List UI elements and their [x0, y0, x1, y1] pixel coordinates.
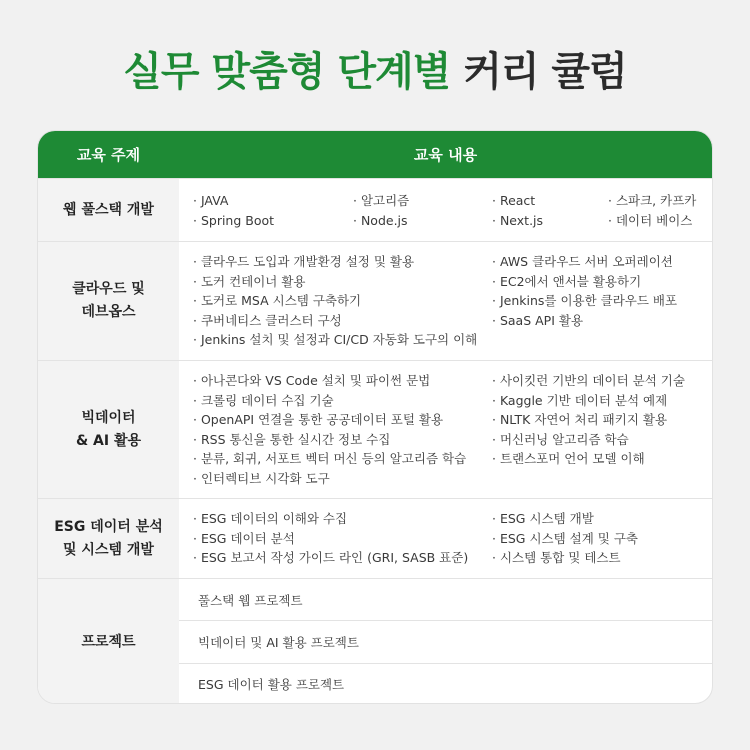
row-content	[179, 361, 712, 498]
project-item: 빅데이터 및 AI 활용 프로젝트	[179, 620, 712, 662]
row-subject: 클라우드 및 데브옵스	[38, 242, 179, 360]
content-column	[492, 509, 638, 568]
content-column	[492, 371, 685, 469]
row-subject: ESG 데이터 분석 및 시스템 개발	[38, 499, 179, 578]
table-row	[38, 578, 712, 704]
list-item: · 도커 컨테이너 활용	[193, 272, 477, 292]
list-item: · Jenkins를 이용한 클라우드 배포	[492, 291, 677, 311]
table-row	[38, 178, 712, 241]
row-content	[179, 179, 712, 241]
list-item: · 분류, 회귀, 서포트 벡터 머신 등의 알고리즘 학습	[193, 449, 466, 469]
list-item: · 사이킷런 기반의 데이터 분석 기술	[492, 371, 685, 391]
list-item: · 도커로 MSA 시스템 구축하기	[193, 291, 477, 311]
project-item: 풀스택 웹 프로젝트	[198, 592, 303, 608]
list-item: · 스파크, 카프카	[608, 191, 696, 211]
list-item: · 데이터 베이스	[608, 211, 696, 231]
row-subject: 웹 풀스택 개발	[38, 179, 179, 241]
table-row	[38, 241, 712, 360]
table-row	[38, 360, 712, 498]
project-list	[179, 579, 712, 704]
title-dark-part: 커리 큘럼	[463, 49, 627, 95]
content-column	[608, 191, 696, 230]
curriculum-table	[37, 130, 713, 704]
list-item: · 쿠버네티스 클러스터 구성	[193, 311, 477, 331]
list-item: · 트랜스포머 언어 모델 이해	[492, 449, 685, 469]
header-subject: 교육 주제	[76, 146, 141, 164]
list-item: · EC2에서 앤서블 활용하기	[492, 272, 677, 292]
row-content	[179, 499, 712, 578]
content-column	[492, 252, 677, 330]
list-item: · React	[492, 191, 543, 211]
content-column	[193, 509, 468, 568]
list-item: · NLTK 자연어 처리 패키지 활용	[492, 410, 685, 430]
list-item: · ESG 시스템 개발	[492, 509, 638, 529]
list-item: · JAVA	[193, 191, 274, 211]
list-item: · Node.js	[353, 211, 409, 231]
project-item: ESG 데이터 활용 프로젝트	[179, 663, 712, 704]
list-item: · SaaS API 활용	[492, 311, 677, 331]
list-item: · ESG 보고서 작성 가이드 라인 (GRI, SASB 표준)	[193, 548, 468, 568]
list-item: · 크롤링 데이터 수집 기술	[193, 391, 466, 411]
content-column	[193, 371, 466, 488]
list-item: · 아나콘다와 VS Code 설치 및 파이썬 문법	[193, 371, 466, 391]
list-item: · RSS 통신을 통한 실시간 정보 수집	[193, 430, 466, 450]
row-subject: 프로젝트	[38, 579, 179, 704]
row-subject: 빅데이터 & AI 활용	[38, 361, 179, 498]
content-column	[353, 191, 409, 230]
table-row	[38, 498, 712, 578]
content-column	[193, 191, 274, 230]
table-header	[38, 131, 712, 178]
content-column	[193, 252, 477, 350]
list-item: · 시스템 통합 및 테스트	[492, 548, 638, 568]
list-item: · 클라우드 도입과 개발환경 설정 및 활용	[193, 252, 477, 272]
list-item: · ESG 시스템 설계 및 구축	[492, 529, 638, 549]
page-title	[0, 40, 750, 97]
list-item: · OpenAPI 연결을 통한 공공데이터 포털 활용	[193, 410, 466, 430]
list-item: · 알고리즘	[353, 191, 409, 211]
list-item: · 머신러닝 알고리즘 학습	[492, 430, 685, 450]
content-column	[492, 191, 543, 230]
list-item: · Spring Boot	[193, 211, 274, 231]
list-item: · 인터렉티브 시각화 도구	[193, 469, 466, 489]
list-item: · ESG 데이터의 이해와 수집	[193, 509, 468, 529]
list-item: · Kaggle 기반 데이터 분석 예제	[492, 391, 685, 411]
list-item: · AWS 클라우드 서버 오퍼레이션	[492, 252, 677, 272]
list-item: · ESG 데이터 분석	[193, 529, 468, 549]
list-item: · Next.js	[492, 211, 543, 231]
list-item: · Jenkins 설치 및 설정과 CI/CD 자동화 도구의 이해	[193, 330, 477, 350]
row-content	[179, 242, 712, 360]
header-content: 교육 내용	[413, 146, 478, 164]
title-green-part: 실무 맞춤형 단계별	[123, 49, 451, 95]
